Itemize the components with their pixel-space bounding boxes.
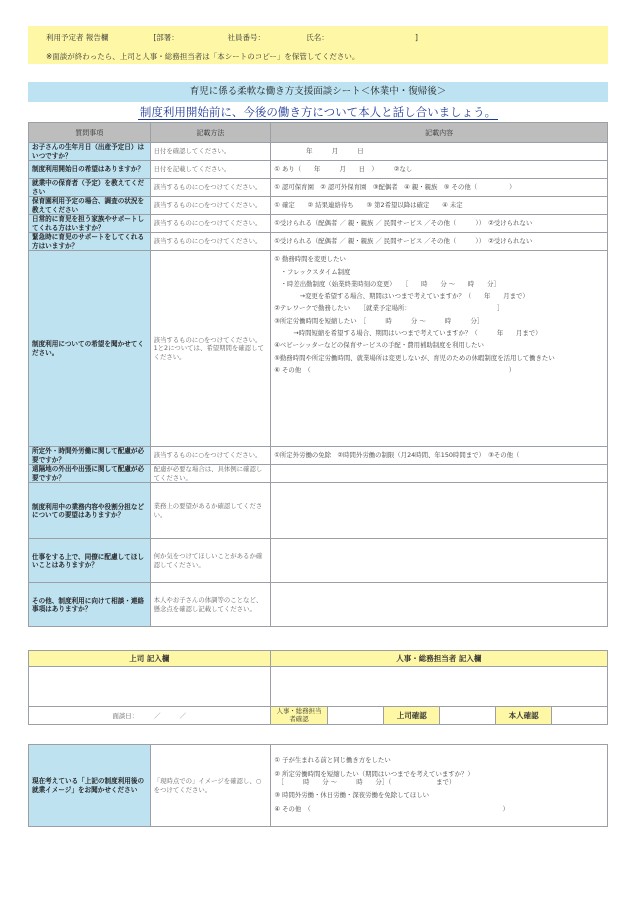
hr-check-label: 人事・総務担当者確認 — [270, 707, 328, 725]
method-cell: 該当するものに○をつけてください。 — [150, 447, 271, 465]
question-cell: 制度利用中の業務内容や役割分担などについての要望はありますか？ — [29, 483, 151, 539]
table-row — [29, 179, 608, 197]
table-row — [29, 539, 608, 583]
answer-option[interactable]: ②テレワークで勤務したい ［就業予定場所： ］ — [274, 304, 504, 313]
answer-cell[interactable] — [271, 161, 608, 179]
answer-option[interactable] — [274, 558, 604, 563]
answer-cell[interactable] — [271, 447, 608, 465]
answer-option[interactable]: ④ベビーシッターなどの保育サービスの手配・費用補助制度を利用したい — [274, 341, 484, 350]
answer-option[interactable] — [274, 602, 604, 607]
answer-cell[interactable] — [271, 483, 608, 539]
method-cell: 日付を記載してください。 — [150, 161, 271, 179]
self-check-stamp[interactable] — [552, 707, 608, 725]
method-cell: 業務上の要望があるか確認してください。 — [150, 483, 271, 539]
answer-option[interactable]: ・時差出勤制度（始業終業時刻の変更） ［ 時 分 ～ 時 分］ — [274, 279, 500, 288]
answer-option[interactable]: ①所定外労働の免除 ②時間外労働の制限（月24時間、年150時間まで） ③その他（ — [274, 450, 520, 459]
question-cell: 仕事をする上で、同僚に配慮してほしいことはありますか？ — [29, 539, 151, 583]
question-cell: 日常的に育児を担う家族やサポートしてくれる方はいますか？ — [29, 215, 151, 233]
question-cell: 緊急時に育児のサポートをしてくれる方はいますか？ — [29, 233, 151, 251]
table-row — [29, 161, 608, 179]
answer-cell[interactable] — [271, 215, 608, 233]
boss-entry-header: 上司 記入欄 — [29, 651, 271, 667]
answer-cell[interactable] — [271, 233, 608, 251]
answer-option[interactable]: →時間短縮を希望する場合、期間はいつまで考えていますか？（ 年 月まで） — [274, 328, 542, 337]
answer-option[interactable]: 年 月 日 — [274, 146, 364, 155]
question-cell: 制度利用についての希望を聞かせてください。 — [29, 251, 151, 447]
table-row — [29, 215, 608, 233]
method-cell: 該当するものに○をつけてください。 — [150, 233, 271, 251]
final-method: 「現時点での」イメージを確認し、○をつけてください。 — [150, 745, 271, 827]
boss-check-label: 上司確認 — [384, 707, 440, 725]
question-cell: 就業中の保育者（予定）を教えてください — [29, 179, 151, 197]
confirmation-table — [28, 650, 608, 725]
method-cell: 本人やお子さんの体調等のことなど、懸念点を確認し記載してください。 — [150, 583, 271, 627]
final-option[interactable]: ② 所定労働時間を短縮したい（期間はいつまでを考えていますか？） ［ 時 分 ～ 時 分］（ まで） — [274, 769, 474, 786]
col-header-question: 質問事項 — [29, 123, 151, 143]
answer-cell[interactable] — [271, 465, 608, 483]
final-option[interactable]: ① 子が生まれる前と同じ働き方をしたい — [274, 756, 391, 765]
post-leave-image-table — [28, 744, 608, 827]
method-cell: 何か気をつけてほしいことがあるか確認してください。 — [150, 539, 271, 583]
final-option[interactable]: ④ その他 （ ） — [274, 805, 509, 814]
table-row — [29, 465, 608, 483]
table-row — [29, 143, 608, 161]
table-header-row — [29, 123, 608, 143]
answer-cell[interactable] — [271, 583, 608, 627]
answer-cell[interactable] — [271, 197, 608, 215]
final-content[interactable] — [271, 745, 608, 827]
answer-option[interactable]: ⑤勤務時間や所定労働時間、就業場所は変更しないが、育児のための休暇制度を活用して働きたい — [274, 353, 555, 362]
questionnaire-table — [28, 122, 608, 627]
table-row — [29, 197, 608, 215]
boss-check-stamp[interactable] — [440, 707, 496, 725]
reporter-fields[interactable]: 利用予定者 報告欄 [部署： 社員番号： 氏名： ] — [46, 33, 418, 42]
interview-date[interactable]: 面談日： ／ ／ — [29, 707, 271, 725]
answer-cell[interactable] — [271, 143, 608, 161]
method-cell: 該当するものに○をつけてください。 — [150, 197, 271, 215]
table-row — [29, 583, 608, 627]
answer-option[interactable]: ① 認可保育園 ② 認可外保育園 ③配偶者 ④ 親・親族 ⑤ その他（ ） — [274, 182, 516, 191]
question-cell: 所定外・時間外労働に関して配慮が必要ですか？ — [29, 447, 151, 465]
final-question: 現在考えている「上記の制度利用後の就業イメージ」をお聞かせください — [29, 745, 151, 827]
answer-option[interactable] — [274, 508, 604, 513]
answer-option[interactable]: ① 確定 ② 結果連絡待ち ③ 第2希望以降は確定 ④ 未定 — [274, 200, 463, 209]
answer-cell[interactable] — [271, 539, 608, 583]
table-row — [29, 233, 608, 251]
answer-option[interactable]: ⑥ その他 （ ） — [274, 365, 516, 374]
table-row — [29, 251, 608, 447]
question-cell: 遠隔地の外出や出張に関して配慮が必要ですか？ — [29, 465, 151, 483]
reporter-info-box — [28, 26, 608, 64]
hr-entry-field[interactable] — [270, 667, 607, 707]
col-header-content: 記載内容 — [271, 123, 608, 143]
question-cell: 保育園利用予定の場合、調査の状況を教えてください — [29, 197, 151, 215]
final-option[interactable]: ③ 時間外労働・休日労働・深夜労働を免除してほしい — [274, 791, 430, 800]
table-row — [29, 447, 608, 465]
method-cell: 該当するものに○をつけてください。 1と2については、希望期間を確認してください。 — [150, 251, 271, 447]
answer-cell[interactable] — [271, 179, 608, 197]
answer-option[interactable]: ① 勤務時間を変更したい — [274, 255, 346, 264]
sheet-subtitle — [28, 104, 608, 120]
boss-entry-field[interactable] — [29, 667, 271, 707]
answer-option[interactable]: ・フレックスタイム制度 — [274, 267, 351, 276]
question-cell: その他、制度利用に向けて相談・連絡事項はありますか？ — [29, 583, 151, 627]
table-row — [29, 483, 608, 539]
subtitle-text: 制度利用開始前に、今後の働き方について本人と話し合いましょう。 — [139, 105, 497, 119]
answer-option[interactable]: ① あり（ 年 月 日 ） ②なし — [274, 164, 413, 173]
sheet-title: 育児に係る柔軟な働き方支援面談シート＜休業中・復帰後＞ — [28, 82, 608, 102]
answer-option[interactable]: ③所定労働時間を短縮したい ［ 時 分 ～ 時 分］ — [274, 316, 484, 325]
col-header-method: 記載方法 — [150, 123, 271, 143]
answer-cell[interactable] — [271, 251, 608, 447]
answer-option[interactable]: ①受けられる（配偶者 ／ 親・親族 ／ 民間サービス ／その他（ ）） ②受けられない — [274, 218, 533, 227]
question-cell: 制度利用開始日の希望はありますか？ — [29, 161, 151, 179]
answer-option[interactable]: →変更を希望する場合、期間はいつまで考えていますか？（ 年 月まで） — [274, 292, 529, 301]
method-cell: 該当するものに○をつけてください。 — [150, 179, 271, 197]
answer-option[interactable]: ①受けられる（配偶者 ／ 親・親族 ／ 民間サービス ／その他（ ）） ②受けられない — [274, 236, 533, 245]
method-cell: 日付を確認してください。 — [150, 143, 271, 161]
answer-option[interactable] — [274, 471, 604, 476]
method-cell: 配慮が必要な場合は、具体例に確認してください。 — [150, 465, 271, 483]
self-check-label: 本人確認 — [496, 707, 552, 725]
retention-note: ※面談が終わったら、上司と人事・総務担当者は「本シートのコピー」を保管してください。 — [46, 52, 360, 61]
hr-check-stamp[interactable] — [328, 707, 384, 725]
question-cell: お子さんの生年月日（出産予定日）はいつですか？ — [29, 143, 151, 161]
hr-entry-header: 人事・総務担当者 記入欄 — [270, 651, 607, 667]
method-cell: 該当するものに○をつけてください。 — [150, 215, 271, 233]
